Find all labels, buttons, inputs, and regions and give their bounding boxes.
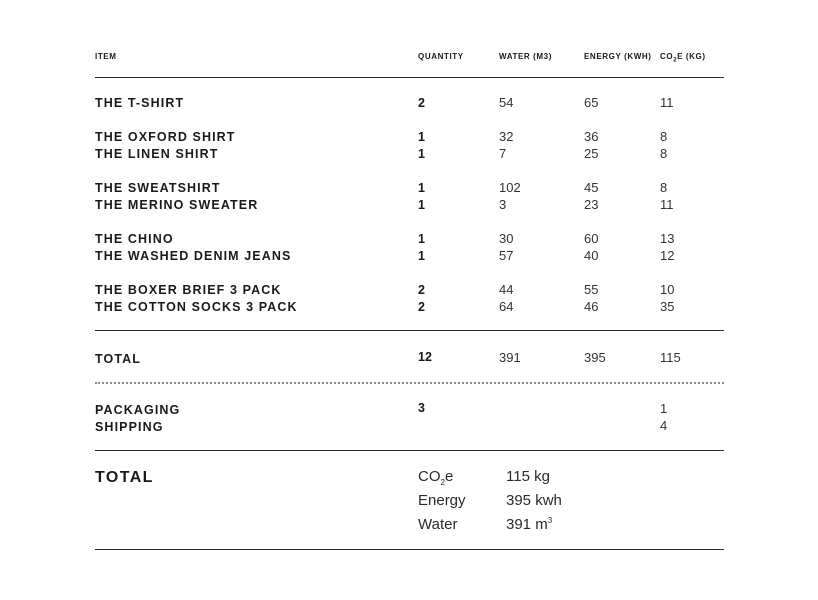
item-co2: 11 bbox=[660, 95, 674, 110]
summary-water-prefix: 391 m bbox=[506, 516, 548, 533]
header-item: ITEM bbox=[95, 52, 117, 61]
item-qty: 2 bbox=[418, 300, 425, 314]
item-qty: 1 bbox=[418, 147, 425, 161]
header-water: WATER (M3) bbox=[499, 52, 552, 61]
item-co2: 35 bbox=[660, 299, 675, 314]
header-co2-suffix: E (KG) bbox=[677, 52, 706, 61]
table-row bbox=[0, 248, 818, 265]
item-water: 44 bbox=[499, 282, 514, 297]
header-divider bbox=[95, 77, 724, 78]
summary-water-sup: 3 bbox=[547, 516, 553, 525]
item-name: THE LINEN SHIRT bbox=[95, 147, 219, 161]
table-row bbox=[0, 180, 818, 197]
extras-divider bbox=[95, 450, 724, 451]
item-energy: 60 bbox=[584, 231, 599, 246]
item-co2: 8 bbox=[660, 180, 668, 195]
summary-co2-suffix: e bbox=[444, 468, 454, 485]
total-water: 391 bbox=[499, 350, 521, 365]
header-co2-sub: 2 bbox=[673, 57, 678, 64]
item-name: THE MERINO SWEATER bbox=[95, 198, 259, 212]
header-energy: ENERGY (KWH) bbox=[584, 52, 652, 61]
item-water: 102 bbox=[499, 180, 521, 195]
total-qty: 12 bbox=[418, 350, 432, 364]
items-divider bbox=[95, 330, 724, 331]
header-quantity: QUANTITY bbox=[418, 52, 464, 61]
item-qty: 1 bbox=[418, 181, 425, 195]
table-row bbox=[0, 95, 818, 112]
summary-co2-value: 115 kg bbox=[506, 468, 550, 485]
item-qty: 1 bbox=[418, 232, 425, 246]
item-name: THE OXFORD SHIRT bbox=[95, 130, 236, 144]
packaging-qty: 3 bbox=[418, 401, 425, 415]
item-water: 57 bbox=[499, 248, 514, 263]
table-row bbox=[0, 282, 818, 299]
item-energy: 65 bbox=[584, 95, 599, 110]
table-row bbox=[0, 129, 818, 146]
item-water: 54 bbox=[499, 95, 514, 110]
item-co2: 13 bbox=[660, 231, 675, 246]
item-energy: 40 bbox=[584, 248, 599, 263]
item-co2: 12 bbox=[660, 248, 675, 263]
total-co2: 115 bbox=[660, 350, 681, 365]
shipping-co2: 4 bbox=[660, 418, 668, 433]
item-name: THE T-SHIRT bbox=[95, 96, 185, 110]
summary-energy-label: Energy bbox=[418, 492, 466, 509]
table-row bbox=[0, 231, 818, 248]
item-co2: 8 bbox=[660, 146, 668, 161]
table-row bbox=[0, 197, 818, 214]
shipping-label: SHIPPING bbox=[95, 420, 164, 434]
summary-water-value bbox=[506, 516, 552, 533]
item-qty: 2 bbox=[418, 96, 425, 110]
table-row bbox=[0, 146, 818, 163]
item-water: 30 bbox=[499, 231, 514, 246]
summary-energy-value: 395 kwh bbox=[506, 492, 562, 509]
header-co2 bbox=[660, 52, 706, 64]
item-water: 7 bbox=[499, 146, 507, 161]
item-energy: 25 bbox=[584, 146, 599, 161]
item-water: 64 bbox=[499, 299, 514, 314]
summary-water-label: Water bbox=[418, 516, 458, 533]
item-water: 32 bbox=[499, 129, 514, 144]
item-energy: 36 bbox=[584, 129, 599, 144]
summary-co2-prefix: CO bbox=[418, 468, 441, 485]
summary-co2-label bbox=[418, 468, 453, 487]
item-energy: 46 bbox=[584, 299, 599, 314]
item-water: 3 bbox=[499, 197, 507, 212]
item-name: THE COTTON SOCKS 3 PACK bbox=[95, 300, 298, 314]
item-qty: 1 bbox=[418, 249, 425, 263]
item-qty: 1 bbox=[418, 198, 425, 212]
item-co2: 10 bbox=[660, 282, 675, 297]
item-name: THE CHINO bbox=[95, 232, 174, 246]
table-row bbox=[0, 299, 818, 316]
item-energy: 23 bbox=[584, 197, 599, 212]
packaging-label: PACKAGING bbox=[95, 403, 181, 417]
item-co2: 8 bbox=[660, 129, 668, 144]
item-energy: 45 bbox=[584, 180, 599, 195]
item-energy: 55 bbox=[584, 282, 599, 297]
total-energy: 395 bbox=[584, 350, 606, 365]
header-co2-prefix: CO bbox=[660, 52, 674, 61]
item-name: THE WASHED DENIM JEANS bbox=[95, 249, 292, 263]
bottom-divider bbox=[95, 549, 724, 550]
item-name: THE SWEATSHIRT bbox=[95, 181, 221, 195]
item-qty: 1 bbox=[418, 130, 425, 144]
item-co2: 11 bbox=[660, 197, 674, 212]
dotted-divider bbox=[95, 382, 724, 384]
packaging-co2: 1 bbox=[660, 401, 668, 416]
summary-label: TOTAL bbox=[95, 469, 154, 486]
summary-co2-sub: 2 bbox=[440, 478, 445, 487]
item-qty: 2 bbox=[418, 283, 425, 297]
total-label: TOTAL bbox=[95, 352, 142, 366]
item-name: THE BOXER BRIEF 3 PACK bbox=[95, 283, 282, 297]
